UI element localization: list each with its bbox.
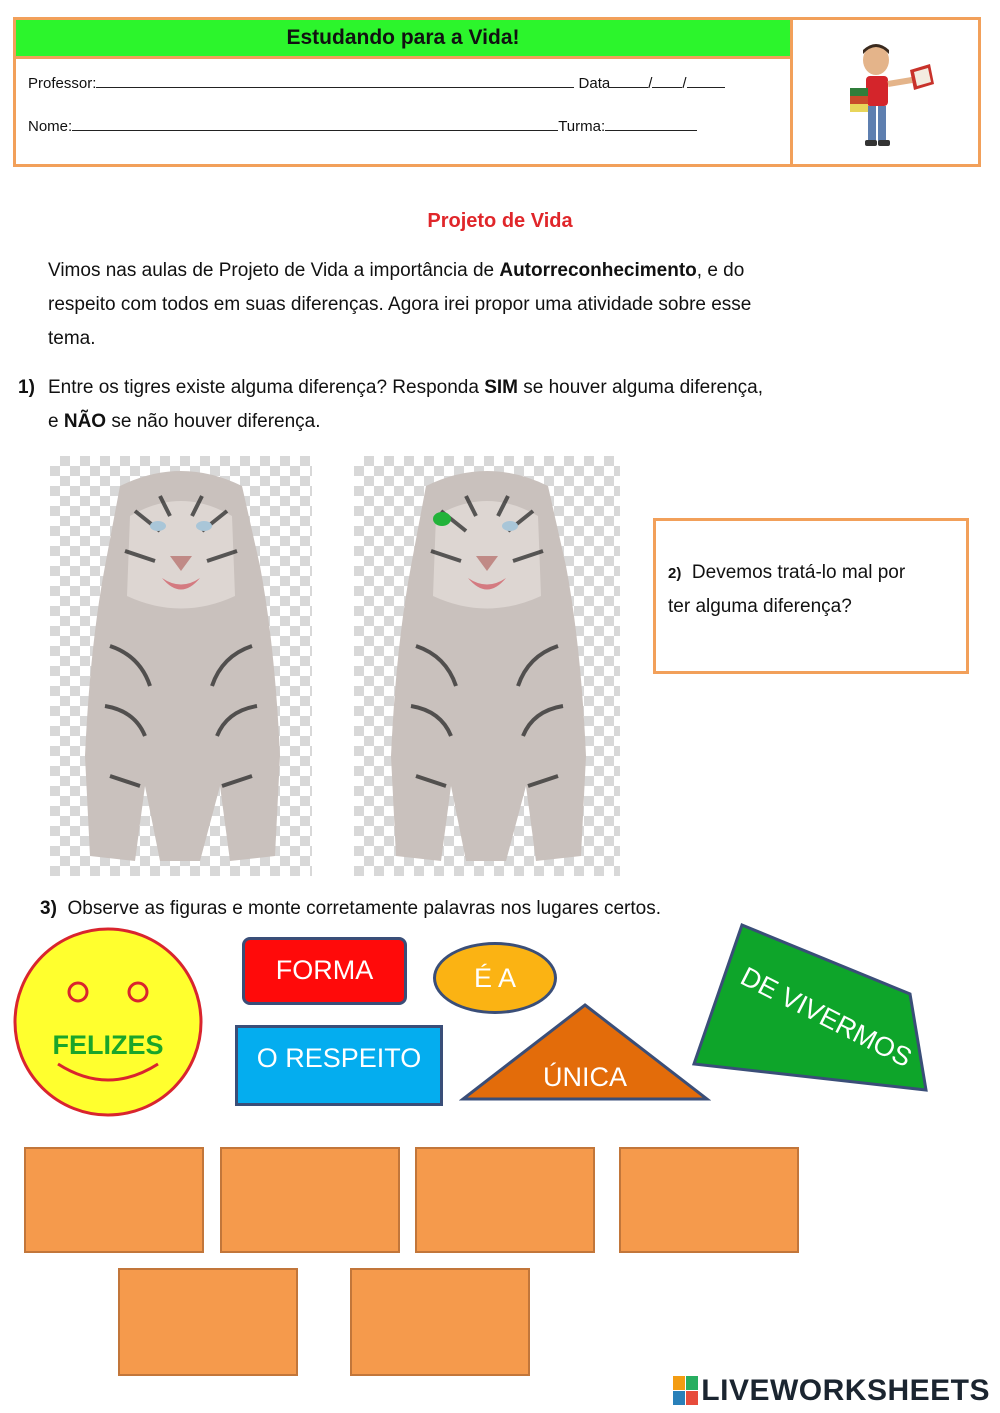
word-felizes-smiley[interactable] bbox=[12, 926, 204, 1118]
liveworksheets-icon bbox=[673, 1376, 699, 1406]
q2-line: ter alguma diferença? bbox=[668, 596, 852, 617]
q3-text bbox=[40, 898, 661, 920]
q1-bold-sim: SIM bbox=[484, 377, 518, 398]
word-unica: ÚNICA bbox=[542, 1062, 627, 1092]
tiger-image-right bbox=[354, 456, 620, 876]
date-slash: / bbox=[648, 75, 653, 92]
turma-label: Turma: bbox=[558, 118, 606, 135]
word-o-respeito[interactable]: O RESPEITO bbox=[235, 1025, 443, 1106]
word-e-a[interactable]: É A bbox=[433, 942, 557, 1014]
day-blank[interactable] bbox=[610, 74, 648, 88]
intro-text: , e do bbox=[696, 260, 745, 281]
word-forma[interactable]: FORMA bbox=[242, 937, 407, 1005]
word-unica-triangle[interactable] bbox=[459, 1002, 711, 1102]
liveworksheets-logo bbox=[673, 1374, 990, 1408]
liveworksheets-text: LIVEWORKSHEETS bbox=[701, 1374, 990, 1407]
month-blank[interactable] bbox=[652, 74, 682, 88]
tiger-icon bbox=[354, 456, 620, 876]
smiley-face-icon bbox=[12, 926, 204, 1118]
word-felizes: FELIZES bbox=[52, 1030, 164, 1060]
turma-blank[interactable] bbox=[605, 117, 697, 131]
q2-line: Devemos tratá-lo mal por bbox=[691, 562, 906, 583]
intro-text: Vimos nas aulas de Projeto de Vida a importância de bbox=[48, 260, 500, 281]
answer-slot-6[interactable] bbox=[350, 1268, 530, 1376]
tiger-image-left bbox=[50, 456, 312, 876]
teacher-illustration bbox=[838, 40, 950, 154]
q1-text-part: se não houver diferença. bbox=[106, 411, 321, 432]
year-blank[interactable] bbox=[687, 74, 725, 88]
answer-slot-2[interactable] bbox=[220, 1147, 400, 1253]
answer-slot-1[interactable] bbox=[24, 1147, 204, 1253]
q2-number: 2) bbox=[668, 565, 682, 582]
intro-bold: Autorreconhecimento bbox=[499, 260, 697, 281]
date-slash: / bbox=[682, 75, 687, 92]
tiger-icon bbox=[50, 456, 312, 876]
section-title: Projeto de Vida bbox=[427, 210, 573, 232]
intro-line: tema. bbox=[48, 328, 96, 349]
green-eye-difference bbox=[433, 512, 451, 526]
q1-number: 1) bbox=[18, 377, 35, 398]
intro-paragraph bbox=[48, 254, 948, 356]
professor-line bbox=[28, 74, 725, 92]
header-title: Estudando para a Vida! bbox=[16, 20, 790, 59]
answer-slot-5[interactable] bbox=[118, 1268, 298, 1376]
word-de-vivermos: DE VIVERMOS bbox=[735, 961, 917, 1073]
q2-text bbox=[668, 556, 905, 623]
q1-bold-nao: NÃO bbox=[63, 411, 107, 432]
q1-text-part: e bbox=[48, 411, 64, 432]
professor-blank[interactable] bbox=[96, 74, 574, 88]
q1-text-part: Entre os tigres existe alguma diferença? Responda bbox=[48, 377, 485, 398]
q3-instruction: Observe as figuras e monte corretamente palavras nos lugares certos. bbox=[67, 898, 661, 919]
intro-line: respeito com todos em suas diferenças. Agora irei propor uma atividade sobre esse bbox=[48, 294, 752, 315]
q3-number: 3) bbox=[40, 898, 57, 919]
word-de-vivermos-shape[interactable] bbox=[690, 922, 930, 1094]
professor-label: Professor: bbox=[28, 75, 97, 92]
nome-line bbox=[28, 117, 697, 135]
nome-blank[interactable] bbox=[72, 117, 558, 131]
q1-text-part: se houver alguma diferença, bbox=[517, 377, 764, 398]
data-label: Data bbox=[578, 75, 611, 92]
nome-label: Nome: bbox=[28, 118, 73, 135]
answer-slot-3[interactable] bbox=[415, 1147, 595, 1253]
answer-slot-4[interactable] bbox=[619, 1147, 799, 1253]
q1-text bbox=[48, 371, 948, 439]
